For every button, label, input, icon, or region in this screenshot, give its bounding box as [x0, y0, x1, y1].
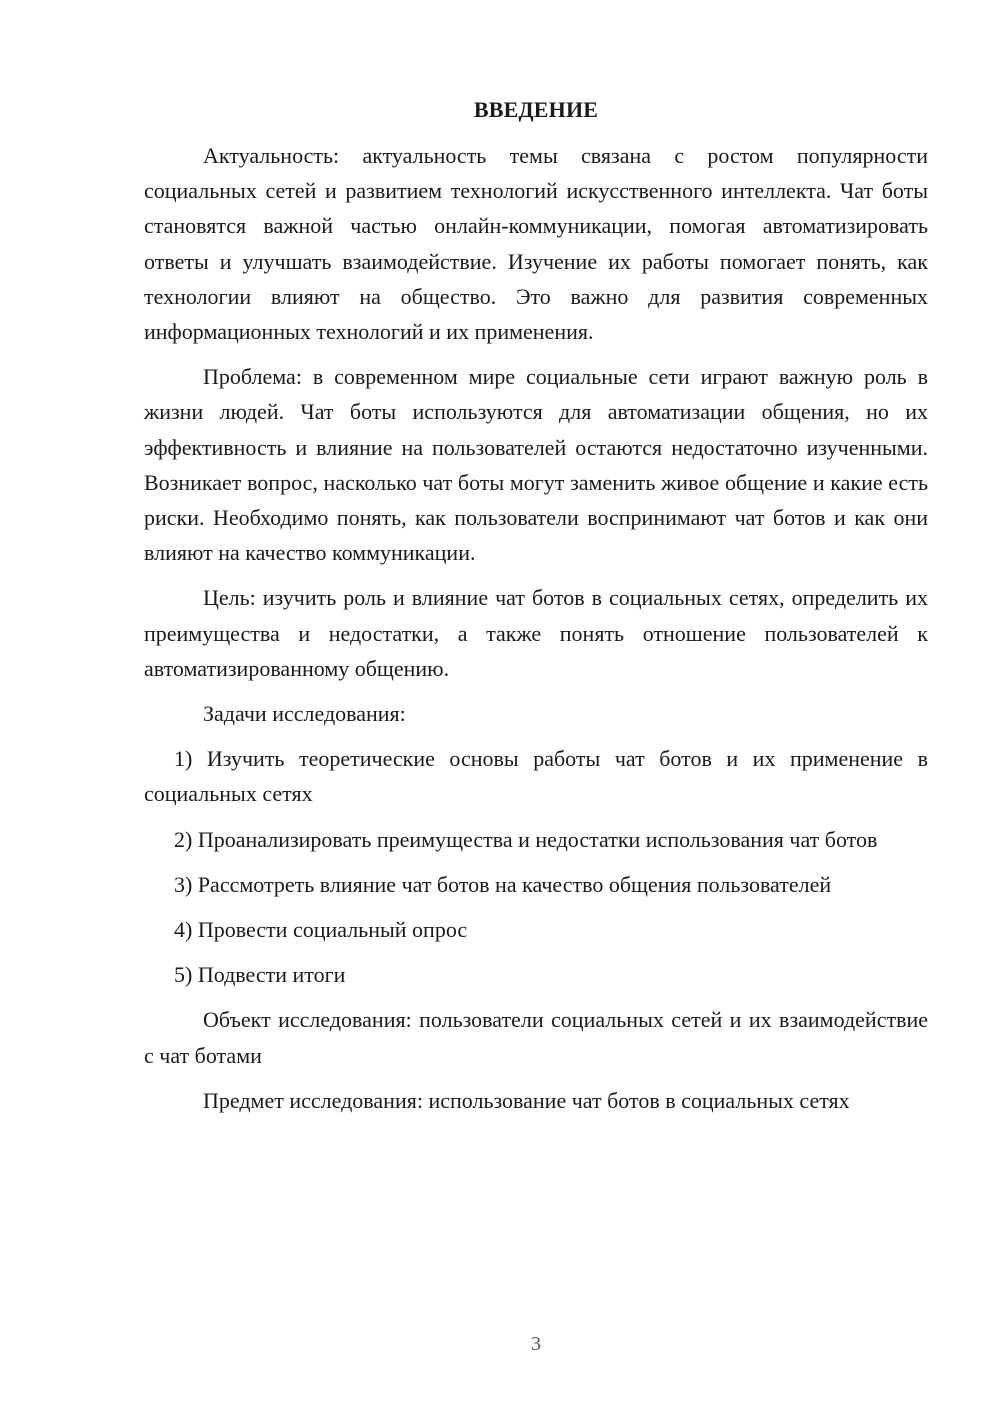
list-item: 1) Изучить теоретические основы работы чат ботов и их применение в социальных сетях — [144, 746, 928, 807]
object-paragraph: Объект исследования: пользователи социальных сетей и их взаимодействие с чат ботами — [144, 1007, 928, 1068]
document-page — [144, 92, 928, 1128]
list-item: 3) Рассмотреть влияние чат ботов на качество общения пользователей — [174, 871, 832, 897]
list-item: 4) Провести социальный опрос — [174, 917, 468, 943]
tasks-intro: Задачи исследования: — [203, 701, 406, 727]
goal-paragraph: Цель: изучить роль и влияние чат ботов в социальных сетях, определить их преимущества и недостатки, а также понять отношение пользователей к автоматизированному общению. — [144, 585, 928, 681]
page-title: ВВЕДЕНИЕ — [473, 97, 599, 122]
subject-paragraph: Предмет исследования: использование чат ботов в социальных сетях — [203, 1087, 850, 1113]
problem-paragraph: Проблема: в современном мире социальные сети играют важную роль в жизни людей. Чат боты используются для автоматизации общения, но их эффективность и влияние на пользователей остаются недостаточно изученными. Возникает вопрос, насколько чат боты могут заменить живое общение и какие есть риски. Необходимо понять, как пользователи воспринимают чат ботов и как они влияют на качество коммуникации. — [144, 364, 928, 566]
page-number: 3 — [531, 1333, 541, 1355]
list-item: 5) Подвести итоги — [174, 962, 346, 988]
list-item: 2) Проанализировать преимущества и недостатки использования чат ботов — [174, 826, 878, 852]
relevance-paragraph: Актуальность: актуальность темы связана с ростом популярности социальных сетей и развитием технологий искусственного интеллекта. Чат боты становятся важной частью онлайн-коммуникации, помогая автоматизировать ответы и улучшать взаимодействие. Изучение их работы помогает понять, как технологии влияют на общество. Это важно для развития современных информационных технологий и их применения. — [144, 143, 928, 345]
